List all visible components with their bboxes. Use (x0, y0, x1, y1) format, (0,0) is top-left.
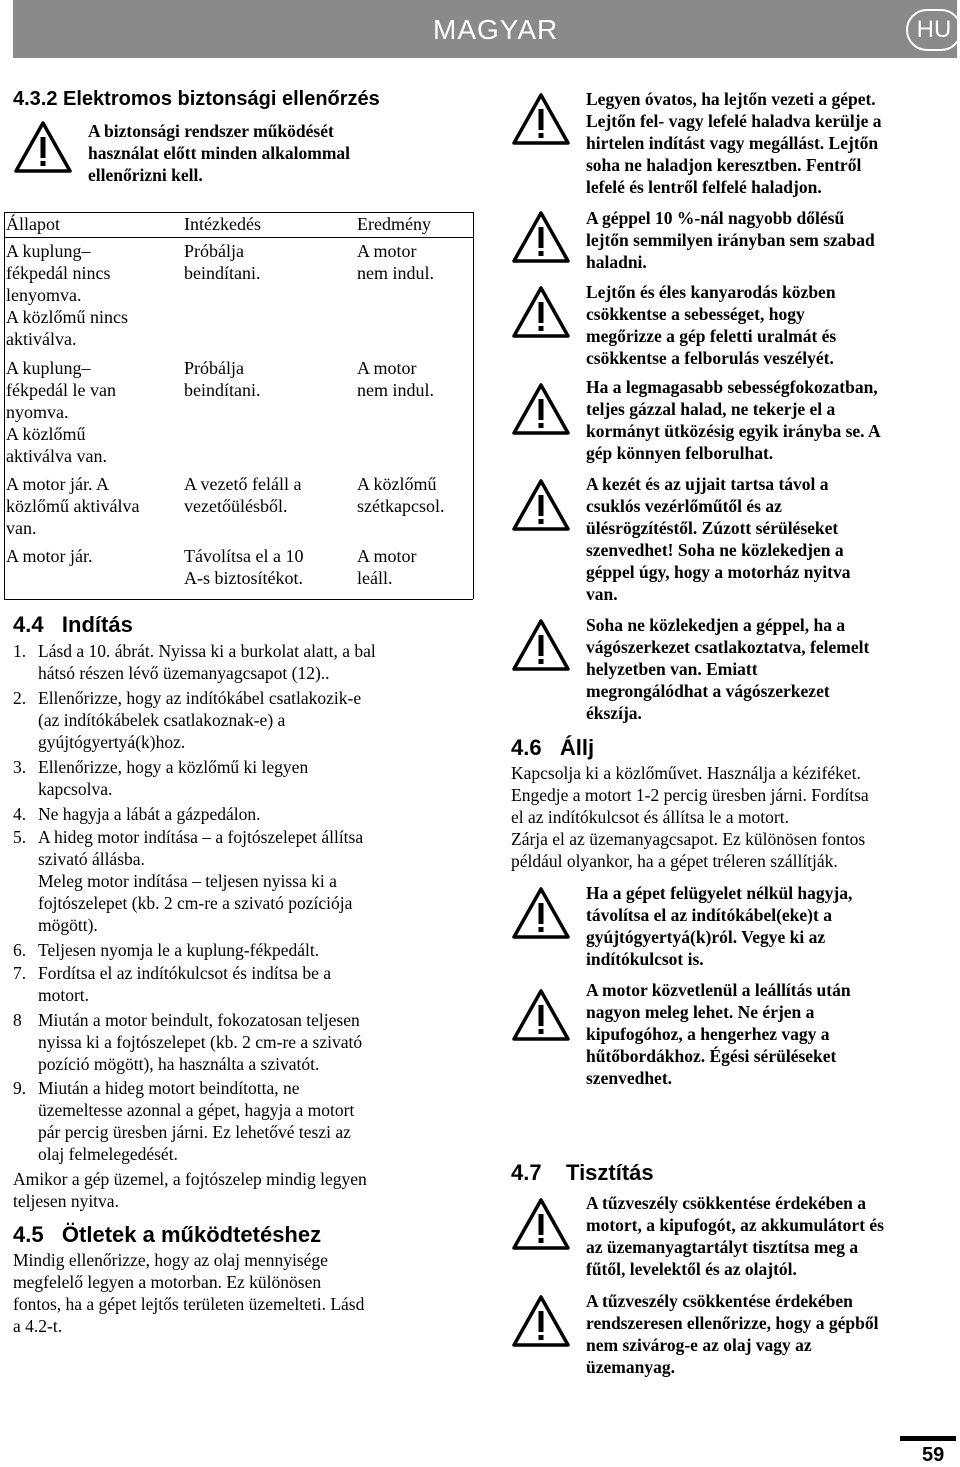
list-item (13, 939, 463, 961)
table-cell-state (6, 473, 139, 539)
list-number: 6. (13, 940, 27, 960)
warning-line: Ha a gépet felügyelet nélkül hagyja, (586, 883, 853, 903)
cell-line: A motor (357, 241, 417, 261)
cutter-warning (586, 614, 956, 724)
warning-triangle-icon (511, 382, 571, 436)
cell-line: van. (6, 518, 37, 538)
list-line: motort. (38, 985, 90, 1005)
warning-line: indítókulcsot is. (586, 949, 704, 969)
text-line: fontos, ha a gépet lejtős területen üzemelteti. Lásd (13, 1294, 365, 1314)
list-line: szivató állásba. (38, 849, 145, 869)
warning-line: gyújtógyertyá(k)ról. Vegye ki az (586, 927, 826, 947)
warning-line: gép könnyen felborulhat. (586, 443, 774, 463)
unattended-warning (586, 882, 956, 970)
cell-line: Próbálja (184, 241, 244, 261)
fire-cleaning-warning (586, 1192, 956, 1280)
warning-line: helyzetben van. Emiatt (586, 659, 758, 679)
list-line: Ne hagyja a lábát a gázpedálon. (38, 804, 261, 824)
warning-line: Legyen óvatos, ha lejtőn vezeti a gépet. (586, 89, 876, 109)
warning-triangle-icon (511, 1197, 571, 1251)
cell-line: nem indul. (357, 380, 434, 400)
cell-line: beindítani. (184, 380, 261, 400)
list-line: gyújtógyertyá(k)hoz. (38, 732, 186, 752)
section-4-3-2-warning (88, 120, 468, 186)
cell-line: A közlőmű nincs (6, 307, 128, 327)
turning-warning (586, 281, 956, 369)
list-item (13, 756, 463, 800)
cell-line: szétkapcsol. (357, 496, 445, 516)
warning-line: van. (586, 584, 618, 604)
table-cell-result (357, 240, 434, 284)
warning-line: kipufogóhoz, a hengerhez vagy a (586, 1024, 830, 1044)
list-line: hátsó részen lévő üzemanyagcsapot (12).. (38, 663, 330, 683)
warning-line: szenvedhet! Soha ne közlekedjen a (586, 540, 844, 560)
language-title: MAGYAR (433, 14, 559, 45)
list-line: kapcsolva. (38, 779, 113, 799)
warning-line: nem szivárog-e az olaj vagy az (586, 1335, 812, 1355)
warning-line: soha ne haladjon keresztben. Fentről (586, 155, 862, 175)
list-item (13, 962, 463, 1006)
cell-line: A kuplung– (6, 241, 91, 261)
warning-line: megőrizze a gép feletti uralmát és (586, 326, 837, 346)
cell-line: A vezető feláll a (184, 474, 302, 494)
warning-line: az üzemanyagtartályt tisztítsa meg a (586, 1237, 859, 1257)
list-line: Lásd a 10. ábrát. Nyissa ki a burkolat alatt, a bal (38, 641, 376, 661)
text-line: el az indítókulcsot és állítsa le a motort. (511, 807, 789, 827)
list-number: 7. (13, 963, 27, 983)
table-cell-action (184, 357, 260, 401)
text-line: Zárja el az üzemanyagcsapot. Ez különösen fontos (511, 829, 866, 849)
list-line: mögött). (38, 915, 98, 935)
list-line: Miután a hideg motort beindította, ne (38, 1078, 300, 1098)
warning-line: Ha a legmagasabb sebességfokozatban, (586, 377, 878, 397)
table-header-result: Eredmény (357, 214, 431, 234)
warning-line: lejtőn semmilyen irányban sem szabad (586, 230, 875, 250)
section-4-5-title: 4.5 Ötletek a működtetéshez (13, 1222, 322, 1247)
warning-line: haladni. (586, 252, 647, 272)
warning-line: nagyon meleg lehet. Ne érjen a (586, 1002, 815, 1022)
warning-line: A tűzveszély csökkentése érdekében a (586, 1193, 866, 1213)
warning-line: A motor közvetlenül a leállítás után (586, 980, 851, 1000)
page-number: 59 (922, 1444, 945, 1466)
hot-engine-warning (586, 979, 956, 1089)
list-line: Fordítsa el az indítókulcsot és indítsa be a (38, 963, 332, 983)
warning-triangle-icon (511, 210, 571, 264)
steering-warning (586, 376, 956, 464)
list-line: Meleg motor indítása – teljesen nyissa ki a (38, 871, 337, 891)
list-item (13, 1009, 463, 1075)
note-line: teljesen nyitva. (13, 1191, 119, 1211)
text-line: Kapcsolja ki a közlőművet. Használja a kéziféket. (511, 763, 861, 783)
table-cell-action (184, 240, 260, 284)
list-number: 4. (13, 804, 27, 824)
warning-line: hűtőbordákhoz. Égési sérüléseket (586, 1046, 837, 1066)
list-line: (az indítókábelek csatlakoznak-e) a (38, 710, 286, 730)
warning-line: motort, a kipufogót, az akkumulátort és (586, 1215, 884, 1235)
cell-line: nem indul. (357, 263, 434, 283)
warning-line: Lejtőn fel- vagy lefelé haladva kerülje a (586, 111, 882, 131)
cell-line: lenyomva. (6, 285, 82, 305)
table-rule (4, 237, 473, 238)
table-cell-state (6, 545, 93, 567)
cell-line: közlőmű aktiválva (6, 496, 140, 516)
section-4-6-title: 4.6 Állj (511, 735, 595, 760)
text-line: a 4.2-t. (13, 1316, 63, 1336)
table-cell-action (184, 545, 303, 589)
list-item (13, 1077, 463, 1165)
table-rule (4, 599, 473, 600)
list-line: pozíció mögött), ha használta a szivatót. (38, 1054, 320, 1074)
warning-line: ellenőrizni kell. (88, 165, 203, 185)
warning-line: távolítsa el az indítókábel(eke)t a (586, 905, 832, 925)
warning-line: csökkentse a sebességet, hogy (586, 304, 805, 324)
warning-line: csökkentse a felborulás veszélyét. (586, 348, 834, 368)
warning-triangle-icon (511, 478, 571, 532)
list-line: fojtószelepet (kb. 2 cm-re a szivató pozíciója (38, 893, 353, 913)
section-4-6-text (511, 762, 956, 872)
warning-line: üzemanyag. (586, 1357, 675, 1377)
warning-line: Soha ne közlekedjen a géppel, ha a (586, 615, 846, 635)
warning-line: kormányt ütközésig egyik irányba se. A (586, 421, 881, 441)
cell-line: A motor jár. A (6, 474, 109, 494)
list-number: 2. (13, 688, 27, 708)
list-item (13, 803, 463, 825)
cell-line: beindítani. (184, 263, 261, 283)
section-4-4-note (13, 1168, 473, 1212)
table-header-action: Intézkedés (184, 214, 261, 234)
cell-line: A motor jár. (6, 546, 93, 566)
cell-line: A motor (357, 358, 417, 378)
warning-triangle-icon (13, 120, 73, 174)
list-line: Miután a motor beindult, fokozatosan teljesen (38, 1010, 360, 1030)
cell-line: A közlőmű (357, 474, 437, 494)
warning-triangle-icon (511, 92, 571, 146)
warning-line: A tűzveszély csökkentése érdekében (586, 1291, 853, 1311)
table-header-state: Állapot (6, 214, 60, 234)
warning-triangle-icon (511, 886, 571, 940)
cell-line: fékpedál nincs (6, 263, 111, 283)
warning-line: ülésrögzítéstől. Zúzott sérüléseket (586, 518, 839, 538)
table-cell-action (184, 473, 301, 517)
page-header (13, 0, 957, 58)
list-line: Ellenőrizze, hogy az indítókábel csatlakozik-e (38, 688, 362, 708)
list-number: 3. (13, 757, 27, 777)
language-badge: HU (906, 9, 960, 51)
section-4-4-title: 4.4 Indítás (13, 612, 133, 637)
warning-line: A géppel 10 %-nál nagyobb dőlésű (586, 208, 845, 228)
list-item (13, 826, 463, 936)
hands-warning (586, 473, 956, 605)
cell-line: A motor (357, 546, 417, 566)
warning-line: vágószerkezet csatlakoztatva, felemelt (586, 637, 870, 657)
warning-line: megrongálódhat a vágószerkezet (586, 681, 830, 701)
cell-line: A-s biztosítékot. (184, 568, 303, 588)
cell-line: A kuplung– (6, 358, 91, 378)
warning-line: szenvedhet. (586, 1068, 673, 1088)
cell-line: nyomva. (6, 402, 69, 422)
text-line: Engedje a motort 1-2 percig üresben járni. Fordítsa (511, 785, 869, 805)
list-line: olaj felmelegedését. (38, 1144, 178, 1164)
warning-line: csuklós vezérlőműtől és az (586, 496, 782, 516)
leak-check-warning (586, 1290, 956, 1378)
warning-line: lefelé és lentről felfelé haladjon. (586, 177, 822, 197)
list-line: nyissa ki a fojtószelepet (kb. 2 cm-re a szivató (38, 1032, 363, 1052)
list-item (13, 687, 463, 753)
list-item (13, 640, 463, 684)
list-line: A hideg motor indítása – a fojtószelepet állítsa (38, 827, 364, 847)
warning-line: A biztonsági rendszer működését (88, 121, 334, 141)
warning-line: használat előtt minden alkalommal (88, 143, 351, 163)
list-line: pár percig üresben járni. Ez lehetővé teszi az (38, 1122, 351, 1142)
warning-line: rendszeresen ellenőrizze, hogy a gépből (586, 1313, 879, 1333)
table-cell-result (357, 357, 434, 401)
warning-line: teljes gázzal halad, ne tekerje el a (586, 399, 836, 419)
list-number: 8 (13, 1010, 22, 1030)
cell-line: leáll. (357, 568, 393, 588)
section-4-7-title: 4.7 Tisztítás (511, 1160, 654, 1185)
cell-line: Próbálja (184, 358, 244, 378)
section-4-5-text (13, 1249, 473, 1337)
list-number: 9. (13, 1078, 27, 1098)
warning-line: fűtől, levelektől és az olajtól. (586, 1259, 797, 1279)
footer-rule (900, 1436, 956, 1441)
table-cell-result (357, 473, 444, 517)
list-line: Teljesen nyomja le a kuplung-fékpedált. (38, 940, 320, 960)
note-line: Amikor a gép üzemel, a fojtószelep mindig legyen (13, 1169, 367, 1189)
warning-line: A kezét és az ujjait tartsa távol a (586, 474, 829, 494)
table-rule (473, 212, 474, 599)
table-rule (4, 212, 5, 599)
cell-line: Távolítsa el a 10 (184, 546, 304, 566)
warning-triangle-icon (511, 285, 571, 339)
text-line: például olyankor, ha a gépet tréleren szállítják. (511, 851, 838, 871)
warning-triangle-icon (511, 988, 571, 1042)
cell-line: fékpedál le van (6, 380, 116, 400)
warning-triangle-icon (511, 1294, 571, 1348)
table-cell-state (6, 357, 116, 467)
slope-warning (586, 88, 956, 198)
section-4-3-2-title: 4.3.2 Elektromos biztonsági ellenőrzés (13, 88, 380, 110)
list-line: üzemeltesse azonnal a gépet, hagyja a motort (38, 1100, 355, 1120)
warning-line: géppel úgy, hogy a motorház nyitva (586, 562, 851, 582)
table-cell-state (6, 240, 128, 350)
list-line: Ellenőrizze, hogy a közlőmű ki legyen (38, 757, 309, 777)
text-line: megfelelő legyen a motorban. Ez különösen (13, 1272, 322, 1292)
text-line: Mindig ellenőrizze, hogy az olaj mennyisége (13, 1250, 328, 1270)
incline-warning (586, 207, 956, 273)
cell-line: aktiválva van. (6, 446, 107, 466)
table-cell-result (357, 545, 417, 589)
warning-line: hirtelen indítást vagy megállást. Lejtőn (586, 133, 879, 153)
list-number: 5. (13, 827, 27, 847)
warning-line: ékszíja. (586, 703, 642, 723)
cell-line: vezetőülésből. (184, 496, 288, 516)
warning-line: Lejtőn és éles kanyarodás közben (586, 282, 836, 302)
cell-line: A közlőmű (6, 424, 86, 444)
cell-line: aktiválva. (6, 329, 77, 349)
warning-triangle-icon (511, 618, 571, 672)
list-number: 1. (13, 641, 27, 661)
